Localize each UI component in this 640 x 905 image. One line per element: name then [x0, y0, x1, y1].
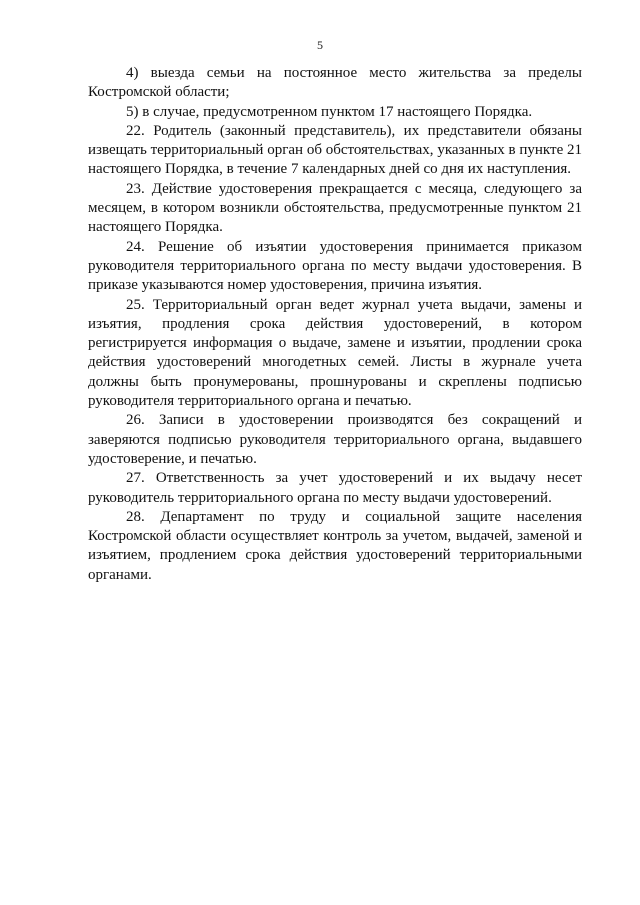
paragraph-25: 25. Территориальный орган ведет журнал учета выдачи, замены и изъятия, продления срока действия удостоверений, в котором регистрируется информация о выдаче, замене и изъятии, продлении срока действия удостоверений многодетных семей. Листы в журнале учета должны быть пронумерованы, прошнурованы и скреплены подписью руководителя территориального органа и печатью. — [88, 296, 582, 410]
paragraph-item-4: 4) выезда семьи на постоянное место жительства за пределы Костромской области; — [88, 65, 582, 101]
paragraph-item-5: 5) в случае, предусмотренном пунктом 17 настоящего Порядка. — [126, 103, 533, 120]
paragraph-24: 24. Решение об изъятии удостоверения принимается приказом руководителя территориального органа по месту выдачи удостоверения. В приказе указываются номер удостоверения, причина изъятия. — [88, 238, 582, 294]
document-body — [88, 64, 582, 585]
paragraph-28: 28. Департамент по труду и социальной защите населения Костромской области осуществляет контроль за учетом, выдачей, заменой и изъятием, продлением срока действия удостоверений территориальными органами. — [88, 508, 582, 583]
page-number: 5 — [317, 38, 323, 52]
paragraph-23: 23. Действие удостоверения прекращается с месяца, следующего за месяцем, в котором возникли обстоятельства, предусмотренные пунктом 21 настоящего Порядка. — [88, 180, 582, 236]
paragraph-22: 22. Родитель (законный представитель), их представители обязаны извещать территориальный орган об обстоятельствах, указанных в пункте 21 настоящего Порядка, в течение 7 календарных дней со дня их наступления. — [88, 122, 582, 178]
paragraph-26: 26. Записи в удостоверении производятся без сокращений и заверяются подписью руководителя территориального органа, выдавшего удостоверение, и печатью. — [88, 412, 582, 467]
paragraph-27: 27. Ответственность за учет удостоверений и их выдачу несет руководитель территориального органа по месту выдачи удостоверений. — [88, 470, 582, 506]
